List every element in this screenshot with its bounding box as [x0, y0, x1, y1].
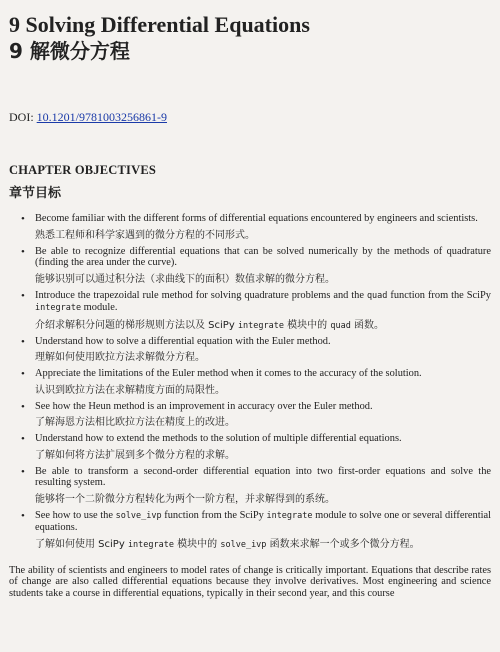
text-segment: module to solve one or several differential equations.: [35, 509, 491, 533]
objective-item: [35, 246, 491, 286]
objective-item: [35, 466, 491, 506]
objective-item: [35, 401, 491, 430]
code-quad: quad: [366, 290, 388, 301]
objective-item: [35, 213, 491, 242]
text-segment: 模块中的: [174, 538, 221, 550]
text-segment: module.: [81, 302, 118, 313]
objective-item: [35, 510, 491, 551]
objective-text-zh: 了解海恩方法相比欧拉方法在精度上的改进。: [35, 417, 235, 428]
objective-text-en: • Become familiar with the different forms of differential equations encountered by engineers and scientists.: [35, 213, 478, 224]
code-integrate: integrate: [266, 510, 313, 521]
objective-text-en: • Appreciate the limitations of the Euler method when it comes to the accuracy of the solution.: [35, 368, 422, 379]
objective-text-zh: 能够将一个二阶微分方程转化为两个一阶方程，并求解得到的系统。: [35, 493, 335, 505]
text-segment: function from the SciPy: [387, 289, 491, 301]
objective-text-en: • Be able to recognize differential equations that can be solved numerically by the methods of quadrature (finding the area under the curve).: [35, 245, 491, 268]
objective-item: [35, 290, 491, 332]
objective-item: [35, 336, 491, 365]
objective-text-en: [35, 290, 491, 315]
text-segment: 介绍求解积分问题的梯形规则方法以及 SciPy: [35, 319, 238, 331]
doi-line: [9, 110, 491, 125]
code-quad: quad: [330, 320, 351, 331]
text-segment: function from the SciPy: [161, 509, 267, 521]
objective-text-zh: [35, 320, 491, 332]
objective-text-zh: 理解如何使用欧拉方法求解微分方程。: [35, 352, 205, 363]
objective-text-zh: 熟悉工程师和科学家遇到的微分方程的不同形式。: [35, 229, 255, 241]
objective-text-zh: 了解如何将方法扩展到多个微分方程的求解。: [35, 449, 235, 461]
code-solve-ivp: solve_ivp: [115, 510, 162, 521]
objective-text-en: • Be able to transform a second-order differential equation into two first-order equations and solve the resulting system.: [35, 465, 491, 488]
text-segment: See how to use the: [35, 509, 116, 521]
code-integrate: integrate: [237, 320, 284, 331]
objective-text-zh: 认识到欧拉方法在求解精度方面的局限性。: [35, 384, 225, 396]
doi-label: DOI:: [9, 110, 37, 124]
text-segment: 了解如何使用 SciPy: [35, 538, 128, 550]
text-segment: Introduce the trapezoidal rule method for solving quadrature problems and the: [35, 289, 367, 301]
objective-text-en: • Understand how to solve a differential equation with the Euler method.: [35, 335, 331, 347]
text-segment: 函数。: [350, 319, 385, 331]
doi-link[interactable]: 10.1201/9781003256861-9: [36, 110, 168, 124]
objectives-list: [9, 213, 491, 551]
objective-text-en: [35, 510, 491, 534]
code-integrate: integrate: [35, 303, 82, 313]
intro-paragraph: The ability of scientists and engineers to model rates of change is critically important. Equations that describe rates of change are also called differential equations because they involve derivatives. Most engineering and science students take a course in differential equations, typically in their second year, and this course: [9, 564, 491, 599]
objective-text-zh: [35, 539, 491, 551]
objectives-heading-zh: 章节目标: [9, 186, 62, 201]
text-segment: 函数来求解一个或多个微分方程。: [266, 538, 420, 550]
text-segment: 模块中的: [284, 319, 331, 331]
code-integrate: integrate: [127, 539, 174, 550]
objective-text-en: • See how the Heun method is an improvement in accuracy over the Euler method.: [35, 400, 373, 412]
objective-item: [35, 433, 491, 462]
objective-text-en: • Understand how to extend the methods to the solution of multiple differential equations.: [35, 433, 402, 444]
objectives-heading-en: CHAPTER OBJECTIVES: [9, 163, 157, 177]
objective-text-zh: 能够识别可以通过积分法（求曲线下的面积）数值求解的微分方程。: [35, 273, 335, 285]
objective-item: [35, 368, 491, 397]
chapter-title-zh: 9 解微分方程: [9, 39, 130, 63]
chapter-title-en: 9 Solving Differential Equations: [9, 12, 310, 37]
code-solve-ivp: solve_ivp: [220, 539, 267, 550]
